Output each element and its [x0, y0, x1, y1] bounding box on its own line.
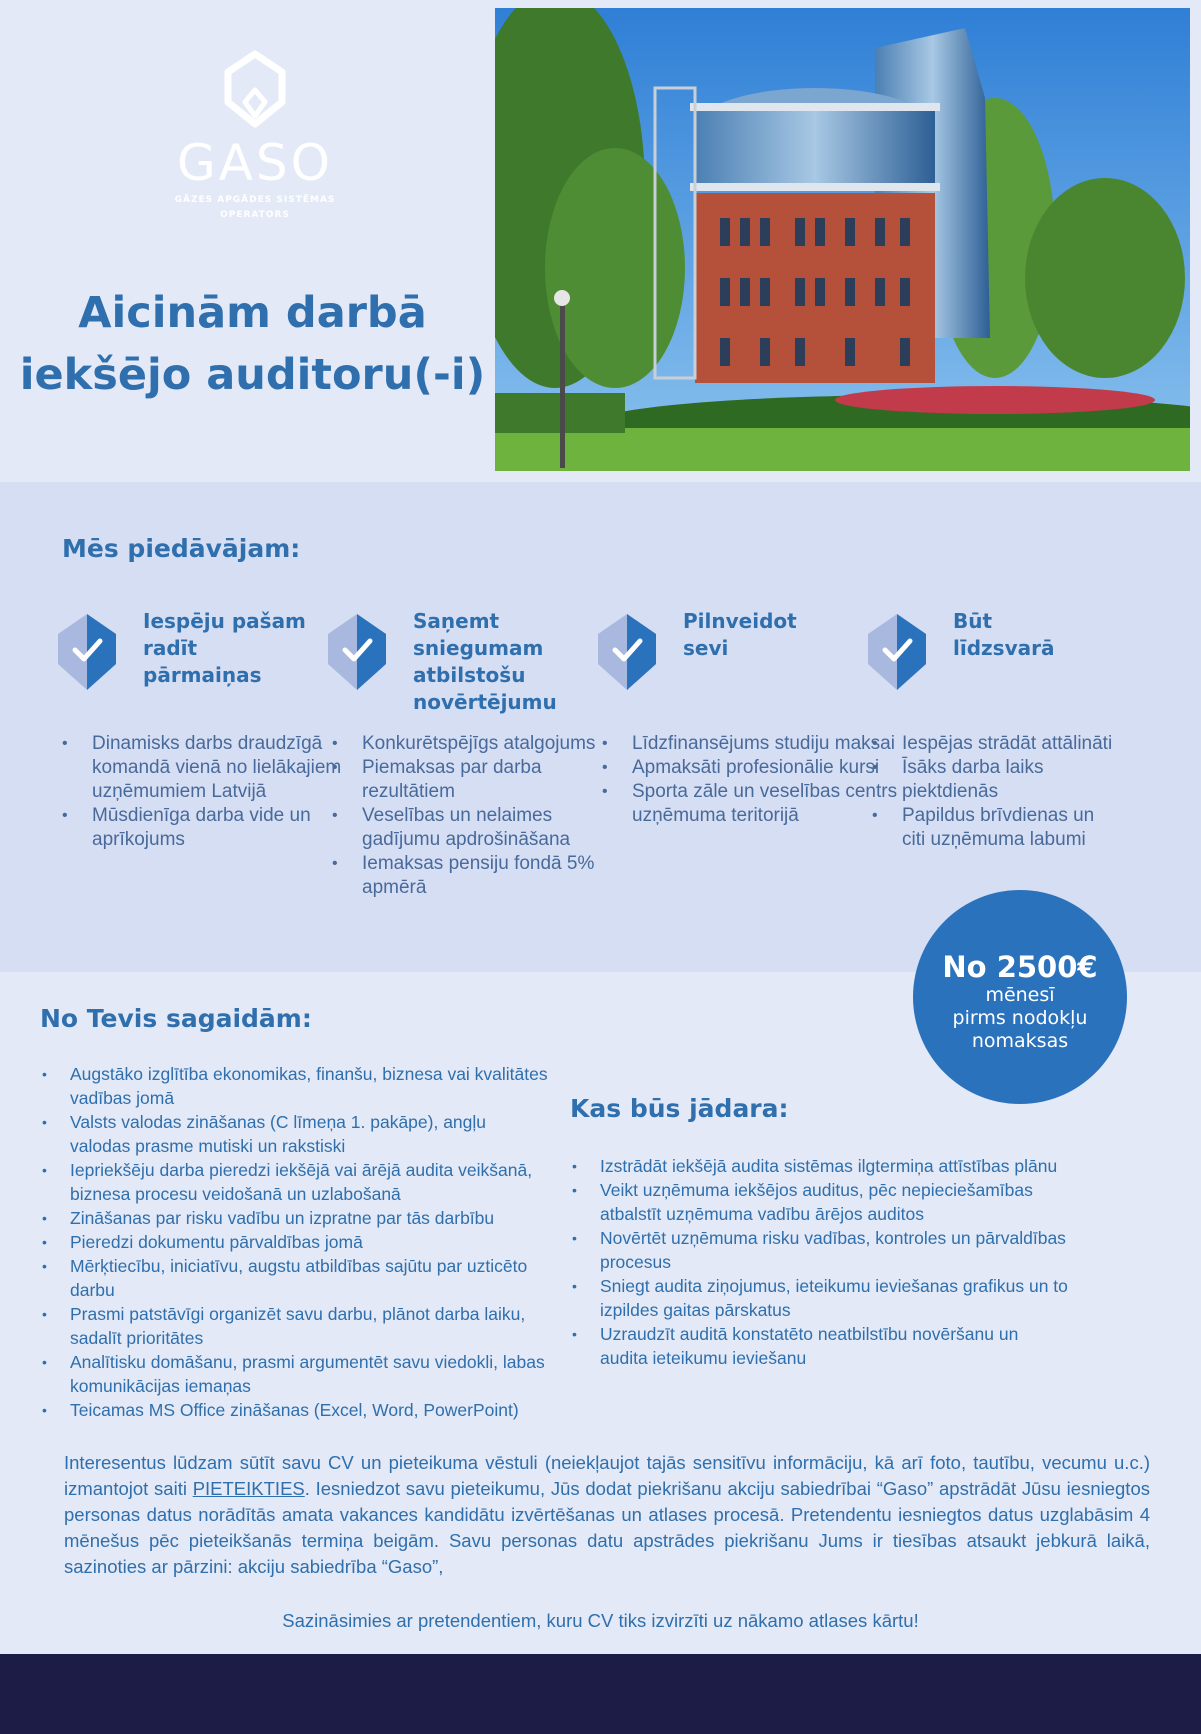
logo-subtitle-line2: OPERATORS: [220, 210, 290, 220]
benefit-list: [868, 732, 1118, 852]
list-item: • Izstrādāt iekšējā audita sistēmas ilgtermiņa attīstības plānu: [570, 1154, 1070, 1178]
benefit-title: Pilnveidot sevi: [683, 609, 797, 660]
benefit-list: [58, 732, 358, 852]
tasks-list: [570, 1154, 1070, 1370]
offer-heading: Mēs piedāvājam:: [62, 534, 301, 563]
list-item: • Konkurētspējīgs atalgojums: [328, 732, 628, 756]
list-item: • Dinamisks darbs draudzīgā komandā vienā no lielākajiem uzņēmumiem Latvijā: [58, 732, 358, 804]
list-item: • Iemaksas pensiju fondā 5% apmērā: [328, 852, 628, 900]
benefit-title: Iespēju pašam radīt pārmaiņas: [143, 609, 306, 687]
list-item: • Veselības un nelaimes gadījumu apdrošināšana: [328, 804, 628, 852]
benefit-change: [58, 609, 342, 850]
list-item: • Augstāko izglītība ekonomikas, finanšu, biznesa vai kvalitātes vadības jomā: [40, 1062, 550, 1110]
list-item: • Iespējas strādāt attālināti: [868, 732, 1118, 756]
expectations-list: [40, 1062, 550, 1422]
list-item: • Mērķtiecību, iniciatīvu, augstu atbildības sajūtu par uzticēto darbu: [40, 1254, 550, 1302]
title-line1: Aicinām darbā: [78, 288, 427, 338]
shield-check-icon: [56, 612, 118, 692]
list-item: • Teicamas MS Office zināšanas (Excel, Word, PowerPoint): [40, 1398, 550, 1422]
benefit-growth: [598, 609, 898, 826]
expectations-heading: No Tevis sagaidām:: [40, 1004, 312, 1033]
salary-line2: pirms nodokļu: [952, 1007, 1088, 1029]
benefit-title: Saņemt sniegumam atbilstošu novērtējumu: [413, 609, 557, 714]
list-item: • Analītisku domāšanu, prasmi argumentēt savu viedokli, labas komunikācijas iemaņas: [40, 1350, 550, 1398]
list-item: • Veikt uzņēmuma iekšējos auditus, pēc nepieciešamības atbalstīt uzņēmuma vadību ārējos auditos: [570, 1178, 1070, 1226]
logo-wordmark: GASO: [176, 134, 334, 192]
list-item: • Mūsdienīga darba vide un aprīkojums: [58, 804, 358, 852]
list-item: • Valsts valodas zināšanas (C līmeņa 1. pakāpe), angļu valodas prasme mutiski un rakstiski: [40, 1110, 550, 1158]
closing-line: Sazināsimies ar pretendentiem, kuru CV tiks izvirzīti uz nākamo atlases kārtu!: [282, 1610, 919, 1631]
list-item: • Apmaksāti profesionālie kursi: [598, 756, 898, 780]
list-item: • Pieredzi dokumentu pārvaldības jomā: [40, 1230, 550, 1254]
logo-subtitle-line1: GĀZES APGĀDES SISTĒMAS: [174, 195, 336, 205]
building-illustration: [495, 8, 1190, 471]
shield-check-icon: [866, 612, 928, 692]
header: [0, 0, 1201, 482]
list-item: • Sporta zāle un veselības centrs uzņēmuma teritorijā: [598, 780, 898, 828]
benefit-list: [598, 732, 898, 828]
list-item: • Papildus brīvdienas un citi uzņēmuma labumi: [868, 804, 1118, 852]
gaso-logo: [160, 50, 350, 222]
notice-text-end: . Iesniedzot savu pieteikumu, Jūs dodat piekrišanu akciju sabiedrībai “Gaso” apstrādāt Jūsu iesniegtos personas datus norādītās amata vakances kandidātu izvērtēšanas un atlases procesā. Pretendentu iesniegtos datus uzglabāsim 4 mēnešus pēc pieteikšanās termiņa beigām. Savu personas datu apstrādes piekrišanu Jums ir tiesības atsaukt jebkurā laikā, sazinoties ar pārzini: akciju sabiedrība “Gaso”,: [64, 1478, 1150, 1577]
salary-badge: [913, 890, 1127, 1104]
tasks-heading: Kas būs jādara:: [570, 1094, 789, 1123]
list-item: • Iepriekšēju darba pieredzi iekšējā vai ārējā audita veikšanā, biznesa procesu veidošanā un uzlabošanā: [40, 1158, 550, 1206]
title-line2: iekšējo auditoru(-i): [19, 350, 486, 400]
benefit-balance: [868, 609, 1138, 850]
apply-link[interactable]: PIETEIKTIES: [192, 1478, 305, 1499]
benefit-list: [328, 732, 628, 900]
footer-band: [0, 1654, 1201, 1734]
flame-logo-icon: [220, 50, 290, 130]
list-item: • Līdzfinansējums studiju maksai: [598, 732, 898, 756]
list-item: • Uzraudzīt auditā konstatēto neatbilstību novēršanu un audita ieteikumu ieviešanu: [570, 1322, 1070, 1370]
office-building-photo: [495, 8, 1190, 471]
salary-line3: nomaksas: [971, 1030, 1069, 1052]
salary-amount: No 2500€: [942, 950, 1098, 984]
shield-check-icon: [326, 612, 388, 692]
benefit-title: Būt līdzsvarā: [953, 609, 1055, 660]
benefit-recognition: [328, 609, 598, 898]
list-item: • Piemaksas par darba rezultātiem: [328, 756, 628, 804]
application-notice: [64, 1450, 1150, 1580]
list-item: • Sniegt audita ziņojumus, ieteikumu ieviešanas grafikus un to izpildes gaitas pārskatus: [570, 1274, 1070, 1322]
list-item: • Zināšanas par risku vadību un izpratne par tās darbību: [40, 1206, 550, 1230]
list-item: • Novērtēt uzņēmuma risku vadības, kontroles un pārvaldības procesus: [570, 1226, 1070, 1274]
list-item: • Prasmi patstāvīgi organizēt savu darbu, plānot darba laiku, sadalīt prioritātes: [40, 1302, 550, 1350]
list-item: • Īsāks darba laiks piektdienās: [868, 756, 1118, 804]
notice-text-start: Interesentus lūdzam sūtīt savu CV un pieteikuma vēstuli (neiekļaujot tajās sensitīvu informāciju, kā arī foto, tautību, vecumu u.c.) izmantojot saiti: [64, 1452, 1150, 1499]
salary-line1: mēnesī: [985, 984, 1055, 1006]
page-title: [10, 282, 495, 406]
shield-check-icon: [596, 612, 658, 692]
